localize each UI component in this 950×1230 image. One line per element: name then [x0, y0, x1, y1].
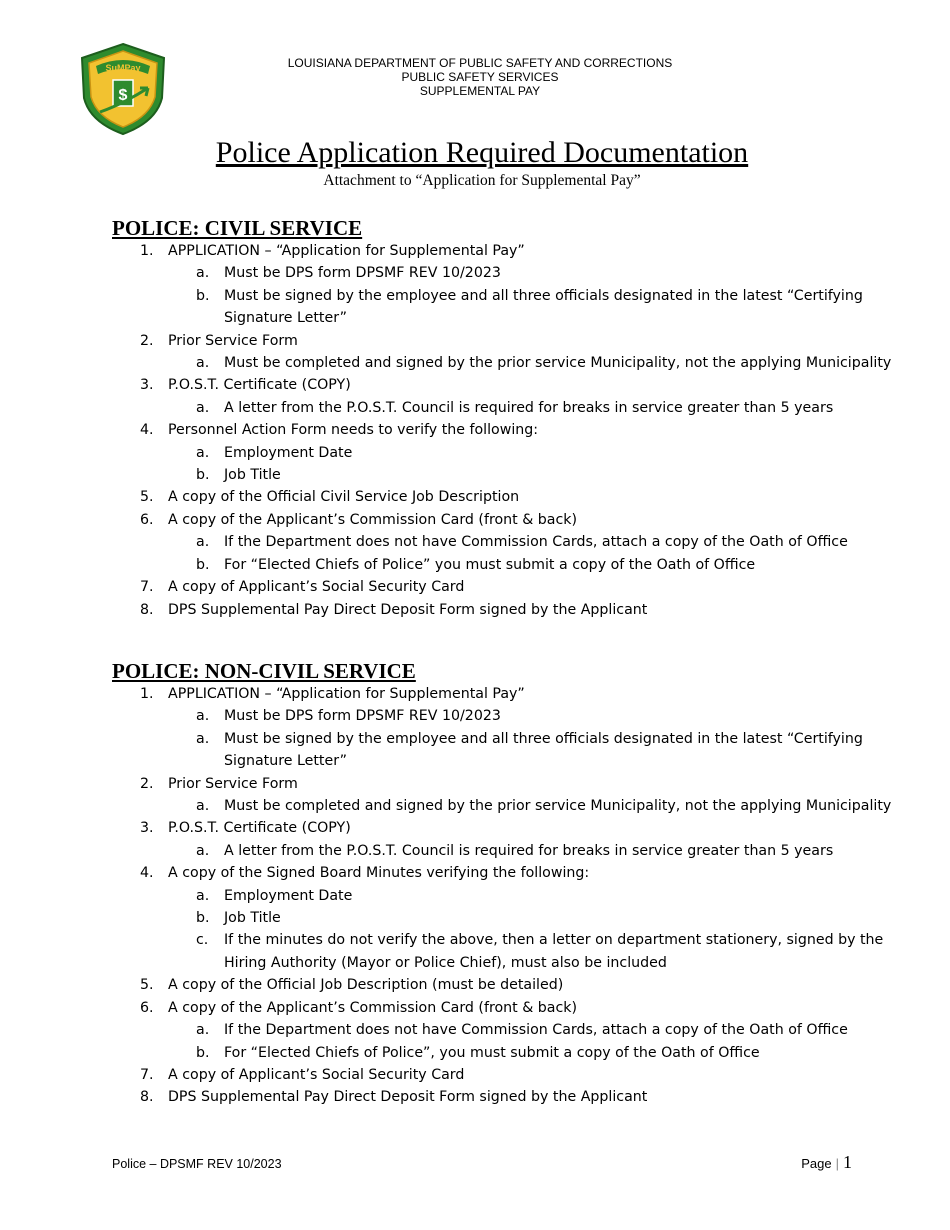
list-item: [112, 773, 892, 818]
list-item: [112, 1064, 892, 1086]
sub-item-letter: a.: [196, 355, 210, 372]
item-text: A copy of Applicant’s Social Security Card: [168, 579, 465, 596]
logo-wordmark: SuMPay: [105, 63, 141, 73]
sub-item-letter: a.: [196, 1022, 210, 1039]
item-number: 8.: [140, 1089, 154, 1106]
list-item: [112, 683, 892, 773]
item-text: A copy of the Signed Board Minutes verifying the following:: [168, 865, 590, 882]
page-number: 1: [843, 1152, 852, 1172]
item-number: 4.: [140, 865, 154, 882]
item-number: 5.: [140, 489, 154, 506]
item-number: 3.: [140, 820, 154, 837]
page-label: Page: [801, 1156, 832, 1171]
agency-line: LOUISIANA DEPARTMENT OF PUBLIC SAFETY AND CORRECTIONS: [287, 56, 673, 70]
list-item: [112, 509, 892, 576]
list-item: [112, 240, 892, 330]
sub-item-text: If the Department does not have Commission Cards, attach a copy of the Oath of Office: [224, 1022, 848, 1039]
sub-list-item: [112, 840, 892, 862]
sub-item-text: For “Elected Chiefs of Police” you must submit a copy of the Oath of Office: [224, 556, 756, 573]
item-text: A copy of the Official Civil Service Job Description: [168, 489, 520, 506]
sub-list-item: [112, 442, 892, 464]
sub-list-item: [112, 705, 892, 727]
footer-page-indicator: [801, 1152, 852, 1173]
sub-item-text: A letter from the P.O.S.T. Council is required for breaks in service greater than 5 years: [224, 842, 834, 859]
list-item: [112, 599, 892, 621]
section-non-civil-service: [112, 659, 892, 1109]
sub-item-letter: a.: [196, 534, 210, 551]
document-subtitle: Attachment to “Application for Supplemental Pay”: [323, 172, 641, 189]
sub-item-letter: a.: [196, 399, 210, 416]
item-text: P.O.S.T. Certificate (COPY): [168, 377, 351, 394]
sub-list-item: [112, 262, 892, 284]
item-number: 6.: [140, 999, 154, 1016]
item-text: A copy of the Applicant’s Commission Card (front & back): [168, 511, 578, 528]
logo-dollar-sign: $: [118, 87, 128, 104]
sub-item-text: Must be completed and signed by the prior service Municipality, not the applying Municipality: [224, 798, 892, 815]
requirement-list: [112, 683, 892, 1109]
sub-item-letter: b.: [196, 1044, 210, 1061]
list-item: [112, 817, 892, 862]
item-number: 3.: [140, 377, 154, 394]
item-number: 2.: [140, 775, 154, 792]
sub-item-letter: a.: [196, 730, 210, 747]
sub-list-item: [112, 728, 892, 773]
item-number: 8.: [140, 601, 154, 618]
section-civil-service: [112, 216, 892, 621]
sub-list-item: [112, 554, 892, 576]
list-item: [112, 1086, 892, 1108]
item-text: APPLICATION – “Application for Supplemental Pay”: [168, 243, 525, 259]
sub-list-item: [112, 1042, 892, 1064]
item-number: 2.: [140, 332, 154, 349]
document-title: Police Application Required Documentation: [215, 136, 749, 169]
agency-line: PUBLIC SAFETY SERVICES: [401, 70, 559, 84]
list-item: [112, 576, 892, 598]
sub-item-letter: b.: [196, 287, 210, 304]
sub-item-letter: c.: [196, 932, 209, 949]
sub-list-item: [112, 1019, 892, 1041]
item-number: 7.: [140, 1066, 154, 1083]
agency-line: SUPPLEMENTAL PAY: [419, 84, 541, 98]
sub-item-letter: a.: [196, 842, 210, 859]
page-separator: |: [835, 1156, 839, 1171]
item-text: A copy of the Official Job Description (must be detailed): [168, 977, 564, 994]
sub-item-letter: b.: [196, 910, 210, 927]
sub-item-letter: b.: [196, 467, 210, 484]
sub-item-text: Job Title: [224, 910, 281, 927]
sub-item-letter: a.: [196, 887, 210, 904]
item-text: DPS Supplemental Pay Direct Deposit Form signed by the Applicant: [168, 601, 648, 618]
sub-item-text: Employment Date: [224, 887, 353, 904]
item-number: 4.: [140, 422, 154, 439]
list-item: [112, 330, 892, 375]
item-text: DPS Supplemental Pay Direct Deposit Form signed by the Applicant: [168, 1089, 648, 1106]
sub-item-text: If the minutes do not verify the above, then a letter on department stationery, signed by the Hiring Authority (Mayor or Police Chief), must also be included: [224, 932, 884, 971]
sub-item-text: Employment Date: [224, 444, 353, 461]
sub-item-letter: a.: [196, 444, 210, 461]
item-text: Prior Service Form: [168, 775, 298, 792]
item-text: Prior Service Form: [168, 332, 298, 349]
footer-form-id: Police – DPSMF REV 10/2023: [112, 1157, 282, 1171]
item-text: Personnel Action Form needs to verify the following:: [168, 422, 539, 439]
list-item: [112, 419, 892, 486]
sub-item-text: Job Title: [224, 467, 281, 484]
sub-item-text: Must be DPS form DPSMF REV 10/2023: [224, 265, 501, 282]
sumpay-logo: [78, 42, 168, 136]
section-title: POLICE: CIVIL SERVICE: [112, 216, 363, 240]
sub-item-letter: a.: [196, 708, 210, 725]
sub-item-text: Must be DPS form DPSMF REV 10/2023: [224, 708, 501, 725]
sub-list-item: [112, 352, 892, 374]
item-number: 5.: [140, 977, 154, 994]
list-item: [112, 486, 892, 508]
agency-header: [230, 56, 730, 98]
item-text: P.O.S.T. Certificate (COPY): [168, 820, 351, 837]
sub-list-item: [112, 397, 892, 419]
sub-list-item: [112, 531, 892, 553]
sub-item-text: For “Elected Chiefs of Police”, you must submit a copy of the Oath of Office: [224, 1044, 760, 1061]
sub-list-item: [112, 464, 892, 486]
sub-item-text: A letter from the P.O.S.T. Council is required for breaks in service greater than 5 years: [224, 399, 834, 416]
item-number: 1.: [140, 686, 154, 702]
item-text: A copy of Applicant’s Social Security Card: [168, 1066, 465, 1083]
list-item: [112, 374, 892, 419]
item-number: 7.: [140, 579, 154, 596]
sub-item-letter: a.: [196, 265, 210, 282]
sub-list-item: [112, 907, 892, 929]
sub-item-letter: a.: [196, 798, 210, 815]
sub-item-text: If the Department does not have Commission Cards, attach a copy of the Oath of Office: [224, 534, 848, 551]
sub-list-item: [112, 285, 892, 330]
list-item: [112, 974, 892, 996]
item-text: APPLICATION – “Application for Supplemental Pay”: [168, 686, 525, 702]
list-item: [112, 862, 892, 974]
sub-item-text: Must be signed by the employee and all three officials designated in the latest “Certifying Signature Letter”: [224, 730, 863, 770]
sub-list-item: [112, 929, 892, 974]
item-number: 6.: [140, 511, 154, 528]
sub-list-item: [112, 885, 892, 907]
sub-item-text: Must be signed by the employee and all three officials designated in the latest “Certifying Signature Letter”: [224, 287, 863, 327]
sub-item-text: Must be completed and signed by the prior service Municipality, not the applying Municipality: [224, 355, 892, 372]
sub-item-letter: b.: [196, 556, 210, 573]
list-item: [112, 997, 892, 1064]
item-text: A copy of the Applicant’s Commission Card (front & back): [168, 999, 578, 1016]
requirement-list: [112, 240, 892, 621]
section-title: POLICE: NON-CIVIL SERVICE: [112, 659, 416, 683]
item-number: 1.: [140, 243, 154, 259]
sub-list-item: [112, 795, 892, 817]
